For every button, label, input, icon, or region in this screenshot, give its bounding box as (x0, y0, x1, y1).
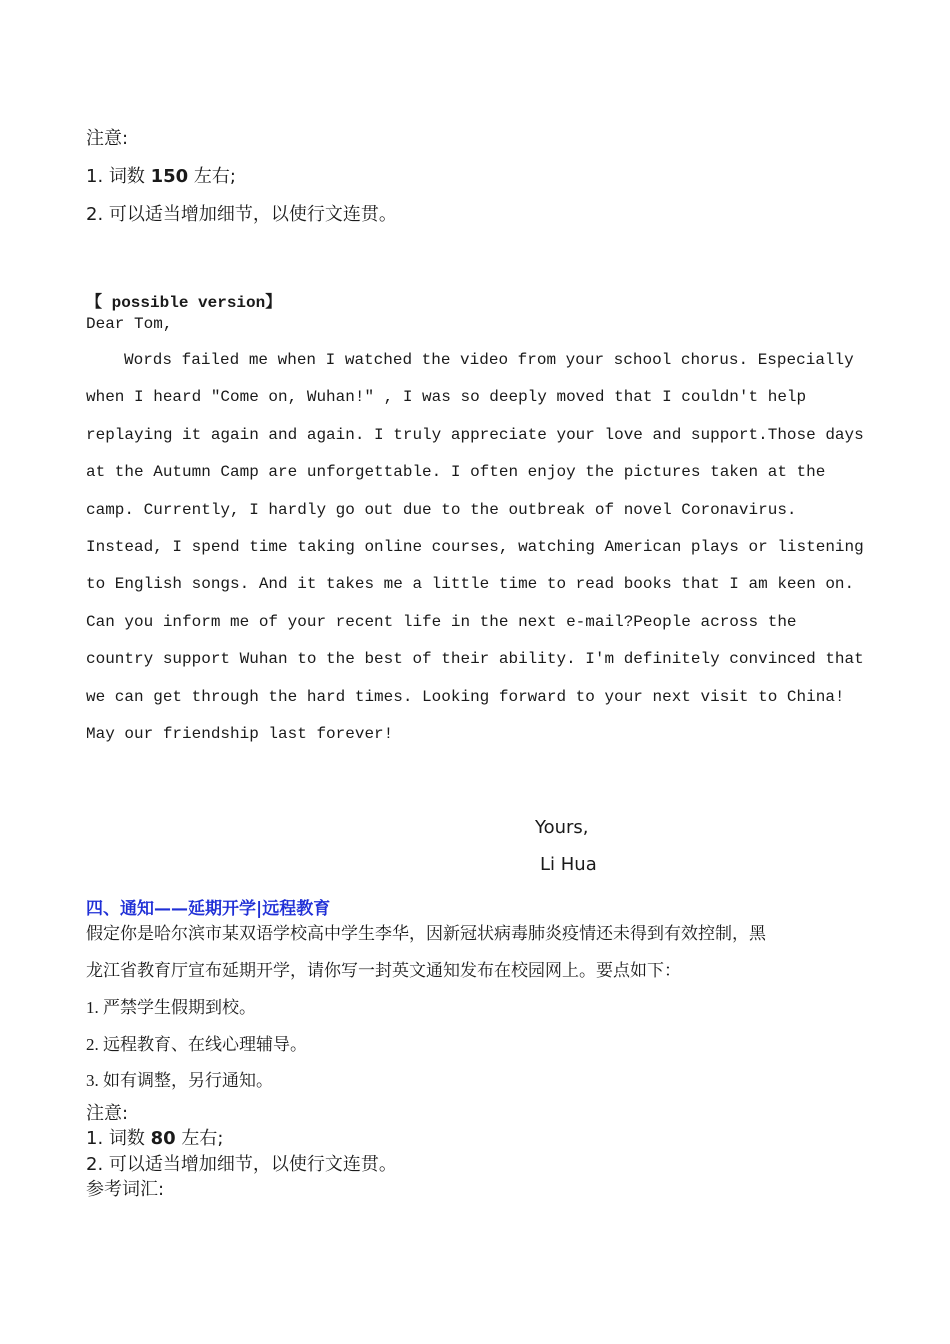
letter-body (86, 345, 886, 756)
letter-line: to English songs. And it takes me a little time to read books that I am keen on. (86, 575, 855, 594)
task-point: 1. 严禁学生假期到校。 (86, 998, 256, 1017)
letter-line: at the Autumn Camp are unforgettable. I often enjoy the pictures taken at the (86, 463, 826, 482)
task-point: 2. 远程教育、在线心理辅导。 (86, 1035, 307, 1054)
note-heading: 注意: (86, 128, 129, 149)
letter-line: Can you inform me of your recent life in the next e-mail?People across the (86, 612, 797, 631)
note-item-prefix: 1. 词数 (86, 166, 151, 187)
note-item-details: 2. 可以适当增加细节，以使行文连贯。 (86, 204, 397, 225)
note-item-details: 2. 可以适当增加细节，以使行文连贯。 (86, 1154, 397, 1175)
note-item-word-count (86, 162, 236, 188)
note-item-prefix: 1. 词数 (86, 1128, 151, 1149)
letter-line: May our friendship last forever! (86, 724, 394, 743)
letter-closing: Yours, (535, 817, 589, 838)
letter-line: we can get through the hard times. Looking forward to your next visit to China! (86, 687, 845, 706)
letter-line: country support Wuhan to the best of their ability. I'm definitely convinced that (86, 650, 864, 669)
task-point: 3. 如有调整，另行通知。 (86, 1071, 273, 1090)
section-title: 四、通知——延期开学|远程教育 (86, 899, 331, 919)
task-description-line: 假定你是哈尔滨市某双语学校高中学生李华，因新冠状病毒肺炎疫情还未得到有效控制，黑 (86, 924, 766, 943)
letter-line: camp. Currently, I hardly go out due to the outbreak of novel Coronavirus. (86, 500, 797, 519)
possible-version-heading: 【 possible version】 (86, 294, 282, 312)
letter-line: Words failed me when I watched the video from your school chorus. Especially (124, 351, 854, 369)
letter-line: replaying it again and again. I truly appreciate your love and support.Those days (86, 425, 864, 444)
word-count-number: 150 (150, 166, 189, 187)
note-heading: 注意: (86, 1103, 129, 1124)
word-count-number: 80 (150, 1128, 176, 1149)
note-item-suffix: 左右; (188, 166, 236, 187)
note-item-word-count (86, 1124, 223, 1150)
letter-signature: Li Hua (540, 854, 597, 875)
task-description-line: 龙江省教育厅宣布延期开学，请你写一封英文通知发布在校园网上。要点如下： (86, 961, 681, 980)
vocab-heading: 参考词汇: (86, 1179, 165, 1200)
letter-line: when I heard "Come on, Wuhan!" , I was so deeply moved that I couldn't help (86, 388, 807, 407)
letter-salutation: Dear Tom, (86, 315, 173, 333)
note-item-suffix: 左右; (175, 1128, 224, 1149)
letter-line: Instead, I spend time taking online courses, watching American plays or listening (86, 537, 864, 556)
